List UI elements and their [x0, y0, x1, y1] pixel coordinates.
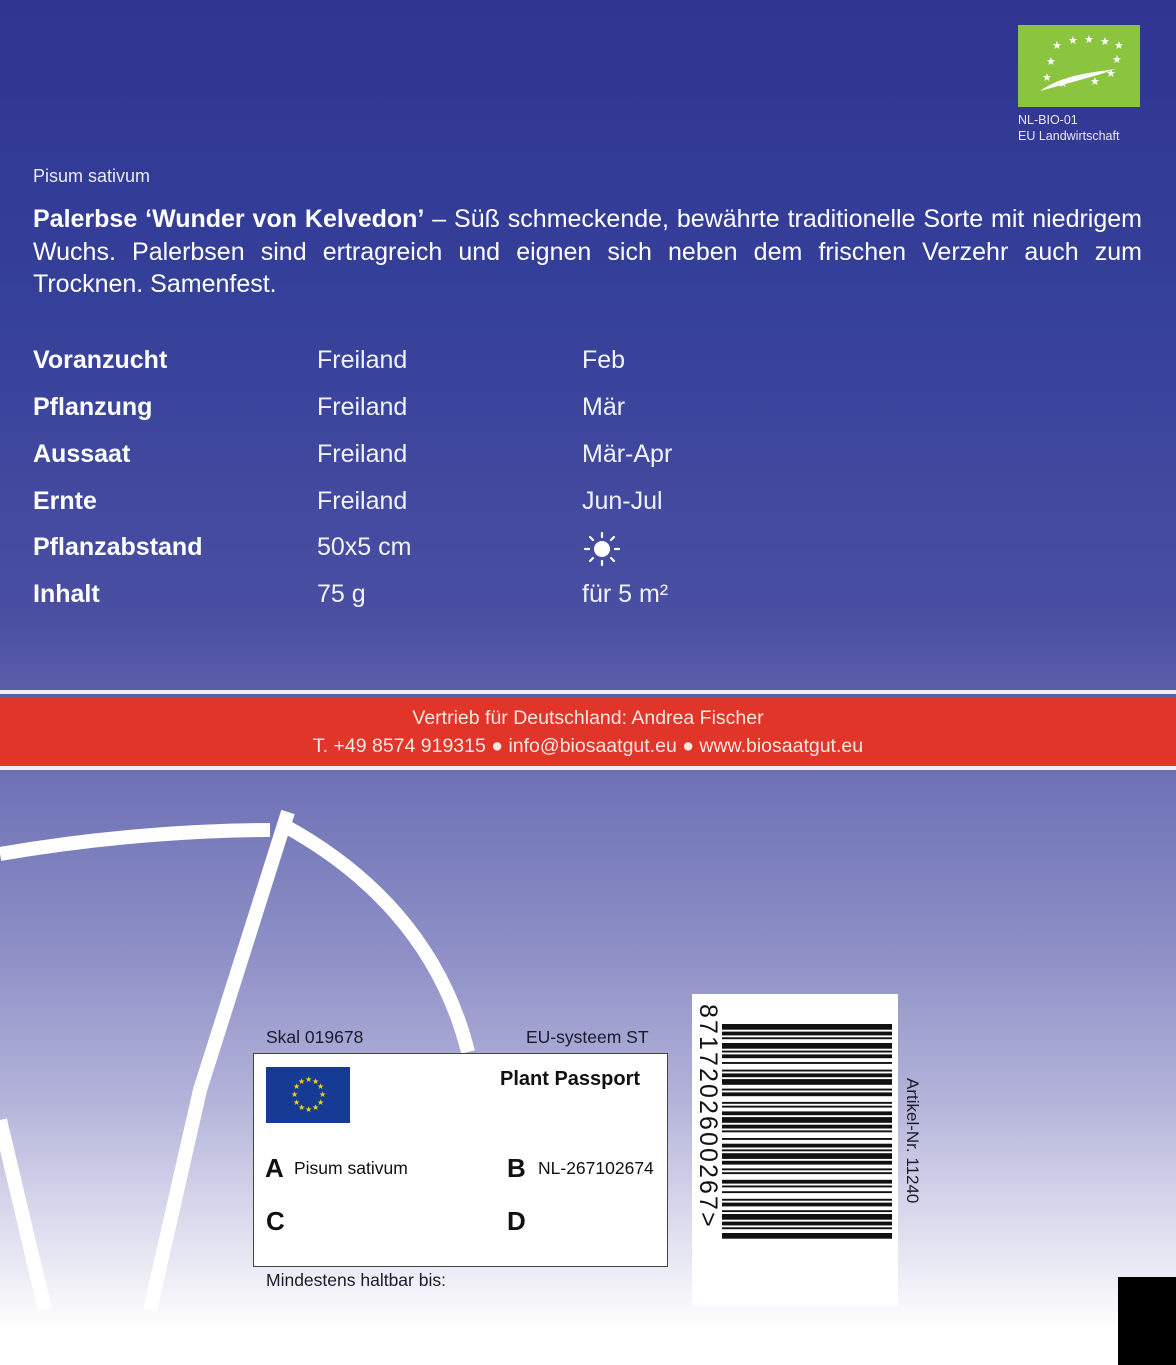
cultivation-row [33, 440, 833, 476]
barcode-bar [722, 1203, 892, 1207]
distribution-contact: T. +49 8574 919315 ● info@biosaatgut.eu ● www.biosaatgut.eu [312, 735, 864, 757]
barcode-bar [722, 1161, 892, 1165]
plant-passport-title: Plant Passport [500, 1068, 641, 1090]
eu-system-label: EU-systeem ST [526, 1027, 649, 1047]
svg-text:★: ★ [319, 1090, 327, 1099]
eu-flag-icon [266, 1067, 350, 1123]
svg-text:★: ★ [298, 1077, 306, 1086]
row-label: Aussaat [33, 440, 131, 468]
barcode-bar [722, 1079, 892, 1085]
svg-text:★: ★ [1106, 67, 1116, 80]
barcode-bar [722, 1024, 892, 1030]
barcode-bar [722, 1168, 892, 1170]
best-before-label: Mindestens haltbar bis: [266, 1270, 446, 1290]
field-b-letter: B [507, 1153, 526, 1183]
product-description [33, 203, 1142, 301]
svg-text:★: ★ [1090, 75, 1100, 88]
row-label: Voranzucht [33, 346, 168, 374]
product-name: Palerbse ‘Wunder von Kelvedon’ [33, 205, 425, 233]
svg-text:★: ★ [1042, 71, 1052, 84]
barcode-bar [722, 1106, 892, 1108]
sun-icon [582, 531, 622, 567]
barcode-bar [722, 1233, 892, 1239]
cultivation-row [33, 487, 833, 523]
barcode-suffix: > [694, 1212, 722, 1229]
svg-text:★: ★ [1112, 53, 1122, 66]
organic-control-code: NL-BIO-01 [1018, 113, 1078, 127]
row-time: Mär-Apr [582, 440, 673, 468]
barcode-bar [722, 1199, 892, 1201]
barcode-bar [722, 1051, 892, 1053]
row-time: Mär [582, 393, 626, 421]
field-d-letter: D [507, 1206, 526, 1236]
barcode-bar [722, 1149, 892, 1151]
barcode-bar [722, 1172, 892, 1174]
row-place: Freiland [317, 440, 408, 468]
barcode-bar [722, 1186, 892, 1188]
barcode-bar [722, 1037, 892, 1039]
species-name: Pisum sativum [33, 166, 151, 186]
row-place: Freiland [317, 487, 408, 515]
row-time: Jun-Jul [582, 487, 663, 515]
row-place: 75 g [317, 580, 366, 608]
row-label: Pflanzung [33, 393, 153, 421]
field-b-value: NL-267102674 [538, 1158, 654, 1178]
cultivation-row [33, 580, 833, 616]
cultivation-row [33, 346, 833, 382]
barcode-bar [722, 1214, 892, 1220]
row-place: 50x5 cm [317, 533, 412, 561]
divider [0, 766, 1176, 770]
svg-text:★: ★ [305, 1075, 313, 1084]
barcode-bar [722, 1144, 892, 1148]
barcode-bar [722, 1032, 892, 1036]
svg-text:★: ★ [293, 1082, 301, 1091]
barcode-bar [722, 1092, 892, 1096]
barcode-bar [722, 1089, 892, 1091]
barcode-bar [722, 1130, 892, 1132]
article-number: Artikel-Nr. 11240 [903, 1078, 922, 1204]
barcode-bar [722, 1117, 892, 1123]
row-place: Freiland [317, 346, 408, 374]
distribution-line-1: Vertrieb für Deutschland: Andrea Fischer [412, 707, 764, 729]
row-place: Freiland [317, 393, 408, 421]
barcode-bar [722, 1191, 892, 1193]
svg-text:★: ★ [305, 1105, 313, 1114]
barcode-number: 8717202600267 [694, 1004, 722, 1213]
barcode-bar [722, 1102, 892, 1104]
barcode-bar [722, 1125, 892, 1129]
barcode-bar [722, 1138, 892, 1140]
organic-origin: EU Landwirtschaft [1018, 129, 1120, 143]
svg-text:★: ★ [317, 1082, 325, 1091]
svg-text:★: ★ [293, 1098, 301, 1107]
skal-number: Skal 019678 [266, 1027, 364, 1047]
svg-text:★: ★ [298, 1103, 306, 1112]
field-a-letter: A [265, 1153, 284, 1183]
barcode-digits [692, 1004, 722, 1300]
svg-text:★: ★ [1084, 33, 1094, 46]
svg-text:★: ★ [1068, 34, 1078, 47]
svg-text:★: ★ [1114, 39, 1124, 52]
barcode-bar [722, 1073, 892, 1077]
svg-text:★: ★ [312, 1103, 320, 1112]
description-text: – Süß schmeckende, bewährte traditionelle Sorte mit niedrigem Wuchs. Palerbsen sind ertragreich und eignen sich neben dem frischen Verzehr auch zum Trocknen. Samenfest. [33, 205, 1142, 298]
cultivation-row [33, 533, 833, 569]
row-label: Pflanzabstand [33, 533, 203, 561]
row-label: Ernte [33, 487, 97, 515]
row-time: Feb [582, 346, 626, 374]
row-time: für 5 m² [582, 580, 669, 608]
barcode-bars [722, 1024, 892, 1296]
svg-text:★: ★ [1046, 55, 1056, 68]
barcode [692, 994, 898, 1306]
svg-text:★: ★ [291, 1090, 299, 1099]
cultivation-row [33, 393, 833, 429]
barcode-bar [722, 1070, 892, 1072]
barcode-bar [722, 1062, 892, 1064]
svg-text:★: ★ [317, 1098, 325, 1107]
row-label: Inhalt [33, 580, 100, 608]
svg-text:★: ★ [1052, 39, 1062, 52]
divider [0, 690, 1176, 694]
field-c-letter: C [266, 1206, 285, 1236]
svg-text:★: ★ [312, 1077, 320, 1086]
barcode-bar [722, 1210, 892, 1212]
barcode-bar [722, 1054, 892, 1058]
barcode-bar [722, 1222, 892, 1226]
eu-organic-logo [1018, 25, 1140, 107]
barcode-bar [722, 1043, 892, 1049]
eu-organic-caption [1018, 112, 1119, 144]
barcode-bar [722, 1153, 892, 1159]
corner-block [1118, 1277, 1176, 1365]
barcode-bar [722, 1180, 892, 1184]
svg-text:★: ★ [1100, 35, 1110, 48]
barcode-bar [722, 1111, 892, 1115]
field-a-value: Pisum sativum [294, 1158, 408, 1178]
eu-leaf-stars-icon [1018, 25, 1140, 107]
barcode-bar [722, 1227, 892, 1229]
